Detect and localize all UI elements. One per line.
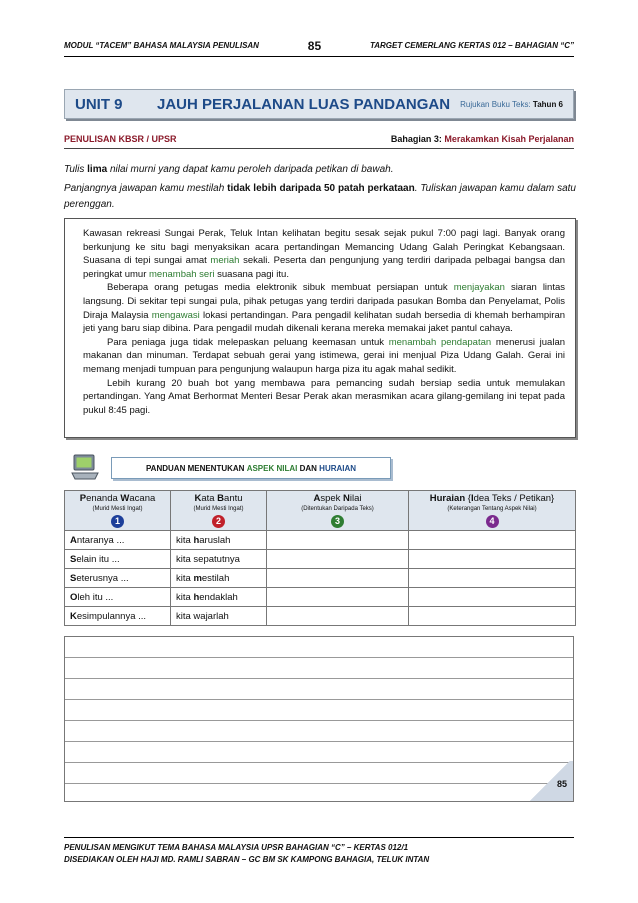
huraian-cell bbox=[409, 531, 576, 550]
passage-text: Kawasan rekreasi Sungai Perak, Teluk Intan kelihatan begitu sesak sejak pukul 7:00 pagi lagi. Banyak orang berkunjung ke situ bagi menyaksikan acara pertandingan Memancing Udang Galah Peringkat Kebangsaan. Suasana di tepi sungai amat bbox=[83, 228, 565, 267]
corner-page-number: 85 bbox=[527, 761, 573, 801]
header-initial: Huraian bbox=[429, 493, 466, 504]
huraian-cell bbox=[409, 550, 576, 569]
unit-banner bbox=[64, 89, 574, 119]
cell-initial: S bbox=[70, 553, 77, 565]
cell-initial: h bbox=[193, 534, 200, 546]
answer-line bbox=[65, 783, 573, 784]
kata-bantu-cell bbox=[171, 607, 267, 626]
cell-text: estilah bbox=[201, 572, 230, 584]
penanda-wacana-cell bbox=[65, 569, 171, 588]
table-row bbox=[65, 588, 576, 607]
header-kata-bantu bbox=[171, 491, 267, 531]
passage-text: menerusi jualan makanan dan minuman. Terdapat sebuah gerai yang istimewa, gerai ini menjual Piza Udang Galah. Gerai ini memang menjadi tumpuan para pengunjung walaupun harga piza itu agak mahal sedikit. bbox=[83, 336, 566, 375]
answer-line bbox=[65, 699, 573, 700]
cell-text: kita sepatutnya bbox=[176, 553, 240, 565]
penanda-wacana-cell bbox=[65, 588, 171, 607]
cell-text: kita wajarlah bbox=[176, 610, 229, 622]
aspek-nilai-cell bbox=[267, 588, 409, 607]
cell-initial: S bbox=[70, 572, 77, 584]
unit-title: JAUH PERJALANAN LUAS PANDANGAN bbox=[157, 95, 451, 113]
header-text: enanda bbox=[86, 493, 121, 504]
header-penanda-wacana bbox=[65, 491, 171, 531]
answer-line bbox=[65, 762, 573, 763]
header-text: acana bbox=[129, 493, 156, 504]
header-initial: A bbox=[313, 493, 321, 504]
footer-line-1: PENULISAN MENGIKUT TEMA BAHASA MALAYSIA UPSR BAHAGIAN “C” – KERTAS 012/1 bbox=[64, 843, 409, 852]
cell-text: leh itu ... bbox=[77, 591, 114, 603]
passage-text: Beberapa orang petugas media elektronik sibuk membuat persiapan untuk bbox=[107, 282, 448, 294]
passage-paragraph-4: Lebih kurang 20 buah bot yang membawa para pemancing sudah bersiap sedia untuk memulakan pertandingan. Yang Amat Berhormat Menteri Besar Perak akan merasmikan acara gilang-gemilang ini tepat pada pukul 8:45 pagi. bbox=[83, 377, 565, 416]
header-text: dea Teks / Petikan} bbox=[473, 493, 555, 504]
aspek-nilai-cell bbox=[267, 569, 409, 588]
kata-bantu-cell bbox=[171, 550, 267, 569]
value-phrase: mengawasi bbox=[151, 309, 200, 321]
header-text: { bbox=[465, 493, 471, 504]
answer-lines-box bbox=[64, 636, 574, 802]
header-initial: P bbox=[79, 493, 87, 504]
penanda-wacana-cell bbox=[65, 550, 171, 569]
header-text: antu bbox=[224, 493, 243, 504]
guide-aspek-nilai: ASPEK NILAI bbox=[246, 463, 298, 473]
unit-number: UNIT 9 bbox=[75, 95, 123, 113]
instruction-2 bbox=[64, 181, 576, 213]
section-part-title: Merakamkan Kisah Perjalanan bbox=[444, 133, 574, 144]
cell-initial: A bbox=[70, 534, 77, 546]
cell-text: kita bbox=[176, 572, 194, 584]
header-text: ata bbox=[201, 493, 218, 504]
penanda-wacana-cell bbox=[65, 607, 171, 626]
table-row bbox=[65, 569, 576, 588]
section-part-prefix: Bahagian 3: bbox=[390, 133, 442, 144]
answer-line bbox=[65, 741, 573, 742]
instruction-2-text-end: . Tuliskan jawapan kamu dalam satu perenggan. bbox=[64, 183, 576, 210]
cell-text: kita bbox=[176, 534, 194, 546]
number-badge-3: 3 bbox=[331, 515, 344, 528]
textbook-reference bbox=[460, 100, 563, 109]
guide-row bbox=[64, 452, 576, 486]
header-note: (Ditentukan Daripada Teks) bbox=[301, 506, 374, 512]
answer-line bbox=[65, 678, 573, 679]
header-note: (Murid Mesti Ingat) bbox=[193, 506, 244, 512]
cell-text: kita bbox=[176, 591, 194, 603]
cell-text: esimpulannya ... bbox=[76, 610, 147, 622]
number-badge-4: 4 bbox=[486, 515, 499, 528]
kata-bantu-cell bbox=[171, 569, 267, 588]
header-initial: B bbox=[217, 493, 225, 504]
kata-bantu-cell bbox=[171, 531, 267, 550]
header-initial: K bbox=[194, 493, 202, 504]
section-subheader bbox=[64, 129, 574, 149]
guide-huraian: HURAIAN bbox=[319, 463, 357, 473]
cell-initial: K bbox=[70, 610, 77, 622]
header-huraian bbox=[409, 491, 576, 531]
cell-initial: O bbox=[70, 591, 78, 603]
guide-text-and: DAN bbox=[299, 463, 317, 473]
guide-text: PANDUAN MENENTUKAN bbox=[145, 463, 245, 473]
value-phrase: menambah pendapatan bbox=[388, 336, 492, 348]
passage-text: Para peniaga juga tidak melepaskan peluang keemasan untuk bbox=[107, 336, 384, 348]
page-footer bbox=[64, 837, 574, 866]
cell-initial: h bbox=[193, 591, 200, 603]
passage-text: suasana pagi itu. bbox=[217, 268, 289, 280]
header-note: (Keterangan Tentang Aspek Nilai) bbox=[447, 506, 537, 512]
instruction-1-text-end: nilai murni yang dapat kamu peroleh daripada petikan di bawah. bbox=[109, 164, 394, 175]
value-phrase: meriah bbox=[210, 255, 240, 267]
header-text: ilai bbox=[349, 493, 362, 504]
section-part bbox=[391, 134, 574, 144]
table-row bbox=[65, 550, 576, 569]
header-initial: I bbox=[470, 493, 474, 504]
cell-text: elain itu ... bbox=[76, 553, 120, 565]
passage-paragraph-1 bbox=[83, 227, 565, 281]
table-row bbox=[65, 531, 576, 550]
aspek-nilai-cell bbox=[267, 531, 409, 550]
header-initial: W bbox=[120, 493, 130, 504]
instruction-2-emphasis: tidak lebih daripada 50 patah perkataan bbox=[227, 183, 415, 194]
cell-text: eterusnya ... bbox=[76, 572, 129, 584]
huraian-cell bbox=[409, 569, 576, 588]
aspek-nilai-cell bbox=[267, 550, 409, 569]
reference-value: Tahun 6 bbox=[532, 99, 563, 109]
section-label: PENULISAN KBSR / UPSR bbox=[64, 133, 177, 144]
module-title: MODUL “TACEM” BAHASA MALAYSIA PENULISAN bbox=[64, 41, 259, 50]
value-phrase: menjayakan bbox=[453, 282, 505, 294]
number-badge-1: 1 bbox=[111, 515, 124, 528]
instruction-1 bbox=[64, 162, 576, 178]
cell-text: aruslah bbox=[199, 534, 231, 546]
reading-passage bbox=[64, 218, 576, 438]
target-title: TARGET CEMERLANG KERTAS 012 – BAHAGIAN “C” bbox=[369, 41, 574, 50]
header-text: spek bbox=[320, 493, 344, 504]
computer-icon bbox=[70, 454, 100, 480]
guide-label bbox=[111, 457, 391, 479]
footer-line-2: DISEDIAKAN OLEH HAJI MD. RAMLI SABRAN – GC BM SK KAMPONG BAHAGIA, TELUK INTAN bbox=[64, 855, 430, 864]
table-header-row bbox=[65, 491, 576, 531]
cell-text: endaklah bbox=[199, 591, 238, 603]
value-phrase: menambah seri bbox=[149, 268, 215, 280]
reference-label: Rujukan Buku Teks: bbox=[460, 99, 531, 109]
passage-paragraph-2 bbox=[83, 281, 565, 335]
page-number: 85 bbox=[307, 38, 322, 53]
kata-bantu-cell bbox=[171, 588, 267, 607]
instruction-1-emphasis: lima bbox=[87, 164, 108, 175]
page-header bbox=[64, 35, 574, 57]
penanda-wacana-cell bbox=[65, 531, 171, 550]
huraian-cell bbox=[409, 588, 576, 607]
header-aspek-nilai bbox=[267, 491, 409, 531]
aspek-nilai-cell bbox=[267, 607, 409, 626]
passage-paragraph-3 bbox=[83, 336, 565, 377]
aspect-table bbox=[64, 490, 576, 626]
answer-line bbox=[65, 657, 573, 658]
answer-line bbox=[65, 720, 573, 721]
passage-text: siaran lintas langsung. Di sekitar tepi sungai pula, pihak petugas yang terdiri daripada pasukan Bomba dan Penyelamat, Polis Diraja Malaysia bbox=[83, 282, 565, 321]
huraian-cell bbox=[409, 607, 576, 626]
cell-text: ntaranya ... bbox=[76, 534, 125, 546]
cell-initial: m bbox=[193, 572, 202, 584]
number-badge-2: 2 bbox=[212, 515, 225, 528]
passage-text: lokasi pertandingan. Para pengadil kelihatan sudah bersedia di khemah berhampiran jeti yang baru siap dibina. Para pengadil mudah dikenali kerana mereka memakai jaket pantul cahaya. bbox=[83, 309, 566, 335]
header-note: (Murid Mesti Ingat) bbox=[92, 506, 143, 512]
passage-text: sekali. Peserta dan pengunjung yang terdiri daripada pelbagai bangsa dan peringkat umur bbox=[83, 255, 566, 280]
header-initial: N bbox=[343, 493, 350, 504]
table-row bbox=[65, 607, 576, 626]
instruction-2-text: Panjangnya jawapan kamu mestilah bbox=[64, 183, 225, 194]
instruction-1-text: Tulis bbox=[64, 164, 85, 175]
